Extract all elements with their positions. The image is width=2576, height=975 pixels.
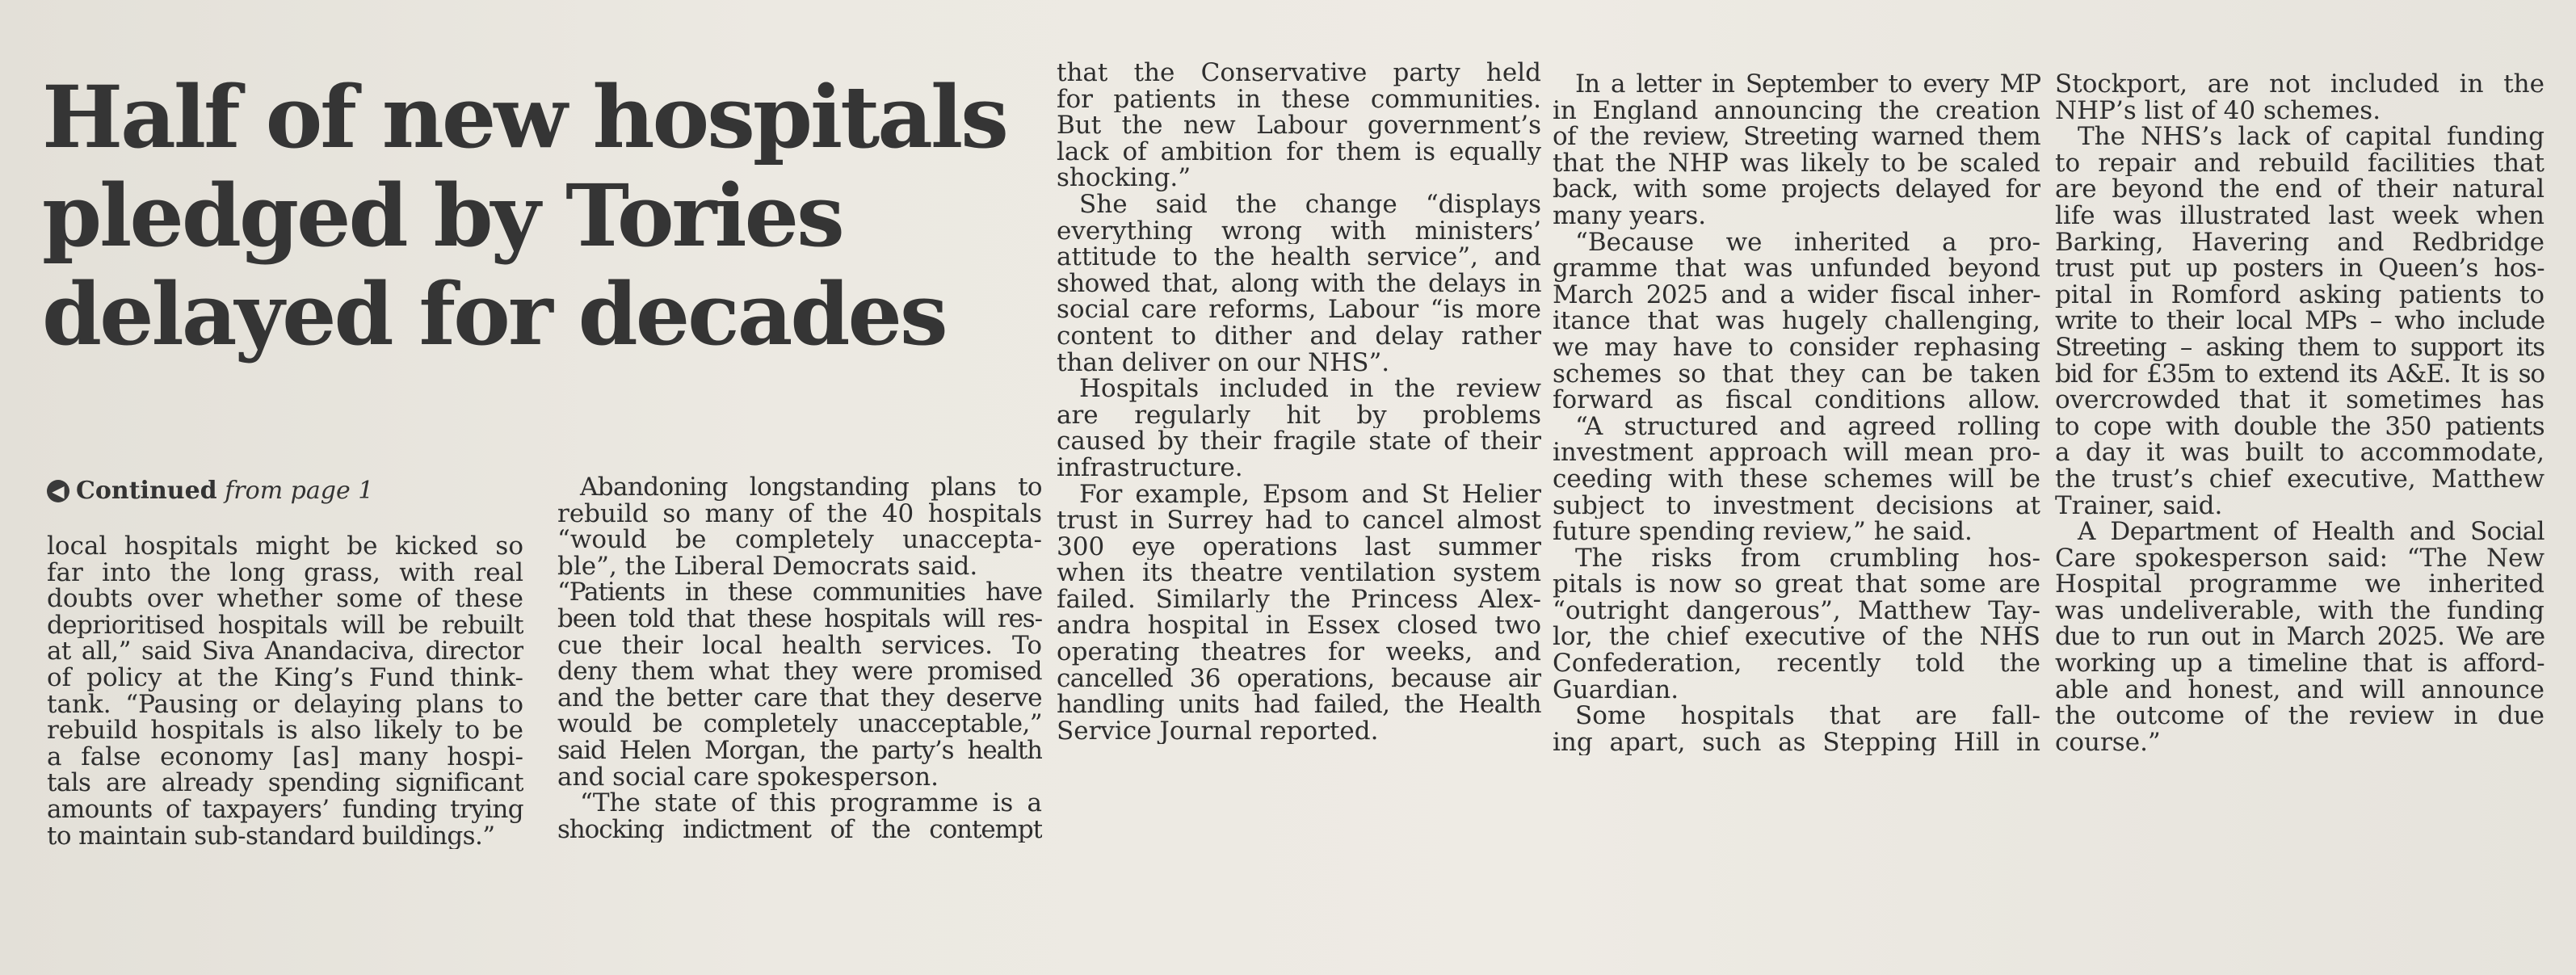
text-line: shocking indictment of the contempt <box>557 816 1042 843</box>
text-line: when its theatre ventilation system <box>1057 560 1541 586</box>
article-column-4 <box>1553 71 2040 755</box>
text-line: bid for £35m to extend its A&E. It is so <box>2055 360 2544 388</box>
article-column-2 <box>557 474 1042 843</box>
text-line: schemes so that they can be taken <box>1553 360 2040 388</box>
text-line: andra hospital in Essex closed two <box>1057 612 1541 640</box>
text-line: itance that was hugely challenging, <box>1553 308 2040 334</box>
text-line: many years. <box>1553 202 1707 229</box>
text-line: showed that, along with the delays in <box>1057 270 1541 297</box>
text-line: a day it was built to accommodate, <box>2055 439 2544 466</box>
text-line: Stockport, are not included in the <box>2055 71 2544 98</box>
text-line: and social care spokesperson. <box>557 763 939 791</box>
text-line: was undeliverable, with the funding <box>2055 597 2544 624</box>
text-line: investment approach will mean pro- <box>1553 439 2040 466</box>
text-line: due to run out in March 2025. We are <box>2055 624 2544 651</box>
text-line: are regularly hit by problems <box>1057 401 1541 429</box>
text-line: The NHS’s lack of capital funding <box>2078 124 2544 150</box>
text-line: for patients in these communities. <box>1057 86 1541 113</box>
text-line: tals are already spending significant <box>47 770 523 796</box>
text-line: write to their local MPs – who include <box>2055 308 2544 334</box>
text-line: doubts over whether some of these <box>47 586 523 612</box>
text-line: Some hospitals that are fall- <box>1575 703 2040 729</box>
text-line: caused by their fragile state of their <box>1057 428 1541 455</box>
text-line: 300 eye operations last summer <box>1057 533 1541 561</box>
text-line: that the NHP was likely to be scaled <box>1553 149 2040 177</box>
text-line: life was illustrated last week when <box>2055 202 2544 229</box>
text-line: NHP’s list of 40 schemes. <box>2055 97 2381 124</box>
text-line: infrastructure. <box>1057 454 1243 481</box>
text-line: able and honest, and will announce <box>2055 676 2544 704</box>
headline <box>42 68 1019 364</box>
text-line: would be completely unacceptable,” <box>557 711 1042 738</box>
text-line: But the new Labour government’s <box>1057 112 1541 139</box>
text-line: “outright dangerous”, Matthew Tay- <box>1553 597 2040 624</box>
continued-from-marker <box>47 475 373 507</box>
continued-label: Continued <box>76 477 217 505</box>
text-line: back, with some projects delayed for <box>1553 176 2040 203</box>
text-line: far into the long grass, with real <box>47 559 523 586</box>
article-column-1 <box>47 533 523 849</box>
text-line: Abandoning longstanding plans to <box>580 474 1042 501</box>
text-line: March 2025 and a wider fiscal inher- <box>1553 281 2040 309</box>
text-line: operating theatres for weeks, and <box>1057 639 1541 666</box>
text-line: rebuild so many of the 40 hospitals <box>557 500 1042 527</box>
text-line: Confederation, recently told the <box>1553 650 2040 677</box>
text-line: a false economy [as] many hospi- <box>47 743 523 771</box>
text-line: Service Journal reported. <box>1057 717 1379 745</box>
text-line: ceeding with these schemes will be <box>1553 465 2040 493</box>
text-line: trust in Surrey had to cancel almost <box>1057 507 1541 534</box>
article-column-5 <box>2055 71 2544 755</box>
text-line: overcrowded that it sometimes has <box>2055 387 2544 414</box>
text-line: rebuild hospitals is also likely to be <box>47 717 523 744</box>
text-line: of the review, Streeting warned them <box>1553 124 2040 150</box>
text-line: we may have to consider rephasing <box>1553 334 2040 361</box>
text-line: future spending review,” he said. <box>1553 519 1973 545</box>
text-line: the trust’s chief executive, Matthew <box>2055 465 2544 493</box>
text-line: than deliver on our NHS”. <box>1057 349 1390 376</box>
text-line: ing apart, such as Stepping Hill in <box>1553 729 2040 756</box>
text-line: at all,” said Siva Anandaciva, director <box>47 638 523 665</box>
text-line: gramme that was unfunded beyond <box>1553 255 2040 282</box>
text-line: attitude to the health service”, and <box>1057 244 1541 271</box>
text-line: amounts of taxpayers’ funding trying <box>47 796 523 823</box>
text-line: pitals is now so great that some are <box>1553 571 2040 598</box>
text-line: deprioritised hospitals will be rebuilt <box>47 611 523 639</box>
text-line: handling units had failed, the Health <box>1057 691 1541 718</box>
text-line: the outcome of the review in due <box>2055 703 2544 729</box>
text-line: cancelled 36 operations, because air <box>1057 665 1541 692</box>
text-line: “Patients in these communities have <box>557 579 1042 606</box>
text-line: For example, Epsom and St Helier <box>1079 481 1541 508</box>
text-line: “A structured and agreed rolling <box>1575 413 2040 440</box>
text-line: deny them what they were promised <box>557 658 1042 685</box>
text-line: said Helen Morgan, the party’s health <box>557 737 1042 764</box>
text-line: Hospital programme we inherited <box>2055 571 2544 598</box>
left-arrow-icon: ◀ <box>47 480 69 502</box>
text-line: ble”, the Liberal Democrats said. <box>557 553 978 580</box>
text-line: everything wrong with ministers’ <box>1057 217 1541 245</box>
text-line: local hospitals might be kicked so <box>47 533 523 560</box>
text-line: pital in Romford asking patients to <box>2055 281 2544 309</box>
text-line: in England announcing the creation <box>1553 97 2040 124</box>
text-line: trust put up posters in Queen’s hos- <box>2055 255 2544 282</box>
text-line: and the better care that they deserve <box>557 684 1042 712</box>
text-line: of policy at the King’s Fund think- <box>47 664 523 691</box>
text-line: subject to investment decisions at <box>1553 492 2040 519</box>
text-line: forward as fiscal conditions allow. <box>1553 387 2040 414</box>
text-line: content to dither and delay rather <box>1057 322 1541 350</box>
text-line: shocking.” <box>1057 165 1191 191</box>
article-column-3 <box>1057 60 1541 744</box>
text-line: that the Conservative party held <box>1057 60 1541 86</box>
text-line: lack of ambition for them is equally <box>1057 138 1541 166</box>
text-line: Hospitals included in the review <box>1079 376 1541 402</box>
text-line: Care spokesperson said: “The New <box>2055 544 2544 572</box>
text-line: cue their local health services. To <box>557 632 1042 659</box>
text-line: A Department of Health and Social <box>2078 519 2544 545</box>
text-line: working up a timeline that is afford- <box>2055 650 2544 677</box>
text-line: Trainer, said. <box>2055 492 2223 519</box>
text-line: to cope with double the 350 patients <box>2055 413 2544 440</box>
headline-line: delayed for decades <box>42 263 946 364</box>
text-line: to maintain sub-standard buildings.” <box>47 822 495 850</box>
text-line: Streeting – asking them to support its <box>2055 334 2544 361</box>
text-line: tank. “Pausing or delaying plans to <box>47 691 523 718</box>
text-line: social care reforms, Labour “is more <box>1057 296 1541 323</box>
text-line: are beyond the end of their natural <box>2055 176 2544 203</box>
text-line: been told that these hospitals will res- <box>557 605 1042 632</box>
text-line: Guardian. <box>1553 676 1679 704</box>
text-line: “would be completely unaccepta- <box>557 527 1042 553</box>
text-line: In a letter in September to every MP <box>1575 71 2040 98</box>
text-line: course.” <box>2055 729 2161 756</box>
continued-source: from page 1 <box>225 477 374 505</box>
text-line: She said the change “displays <box>1079 191 1541 218</box>
text-line: failed. Similarly the Princess Alex- <box>1057 586 1541 613</box>
text-line: to repair and rebuild facilities that <box>2055 149 2544 177</box>
text-line: Barking, Havering and Redbridge <box>2055 229 2544 256</box>
headline-line: Half of new hospitals <box>42 66 1006 167</box>
text-line: “The state of this programme is a <box>580 790 1042 817</box>
headline-line: pledged by Tories <box>42 165 843 266</box>
text-line: lor, the chief executive of the NHS <box>1553 624 2040 651</box>
text-line: The risks from crumbling hos- <box>1575 544 2040 572</box>
text-line: “Because we inherited a pro- <box>1575 229 2040 256</box>
